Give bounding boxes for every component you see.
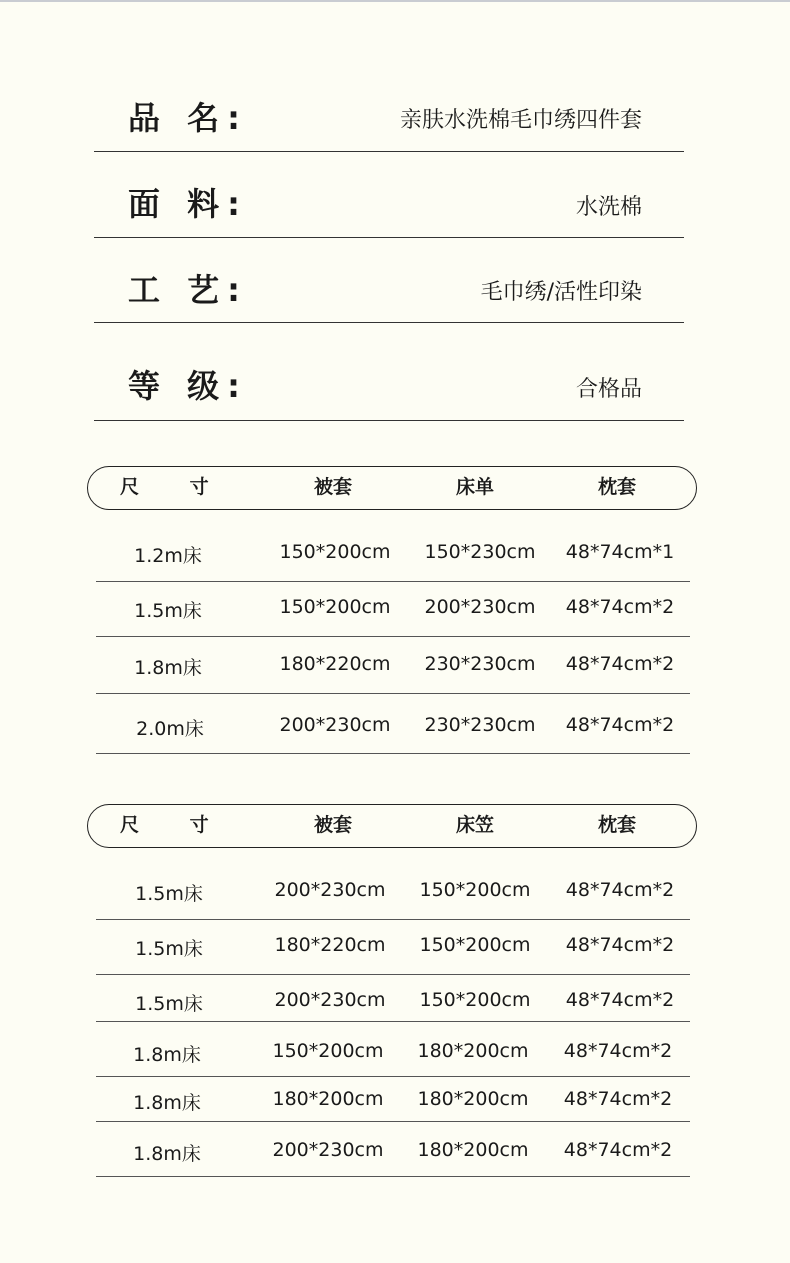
cell-fitted: 150*200cm [419,934,531,956]
row-divider [96,1076,690,1077]
cell-fitted: 150*200cm [419,879,531,901]
spec-divider [94,237,684,238]
table-header [87,466,697,510]
cell-pillow: 48*74cm*2 [565,934,675,956]
cell-fitted: 180*200cm [417,1139,529,1161]
row-divider [96,693,690,694]
spec-label-fabric: 面 料: [128,185,248,223]
cell-duvet: 200*230cm [272,1139,384,1161]
cell-pillow: 48*74cm*2 [565,989,675,1011]
cell-pillow: 48*74cm*2 [565,879,675,901]
row-divider [96,919,690,920]
cell-duvet: 150*200cm [272,1040,384,1062]
cell-size: 1.8m床 [133,1092,201,1114]
row-divider [96,753,690,754]
row-divider [96,974,690,975]
header-pillowcase: 枕套 [597,814,636,836]
cell-pillow: 48*74cm*2 [565,714,675,736]
row-divider [96,1176,690,1177]
spec-value-fabric: 水洗棉 [575,195,642,220]
spec-label-name: 品 名: [128,99,248,137]
cell-size: 1.5m床 [135,993,203,1015]
header-size: 尺 寸 [120,814,231,836]
header-size: 尺 寸 [120,476,231,498]
cell-duvet: 200*230cm [274,989,386,1011]
spec-value-craft: 毛巾绣/活性印染 [480,280,642,305]
header-duvet-cover: 被套 [313,476,352,498]
cell-fitted: 150*200cm [419,989,531,1011]
header-fitted-sheet: 床笠 [455,814,494,836]
cell-duvet: 180*220cm [279,653,391,675]
cell-size: 1.5m床 [135,938,203,960]
spec-divider [94,322,684,323]
cell-duvet: 180*220cm [274,934,386,956]
row-divider [96,1021,690,1022]
cell-pillow: 48*74cm*2 [565,653,675,675]
cell-sheet: 230*230cm [424,714,536,736]
cell-sheet: 200*230cm [424,596,536,618]
cell-size: 1.8m床 [134,657,202,679]
row-divider [96,1121,690,1122]
cell-size: 1.2m床 [134,545,202,567]
cell-size: 1.8m床 [133,1044,201,1066]
row-divider [96,581,690,582]
spec-label-craft: 工 艺: [128,271,248,309]
cell-size: 1.5m床 [134,600,202,622]
table-header [87,804,697,848]
header-pillowcase: 枕套 [597,476,636,498]
cell-duvet: 180*200cm [272,1088,384,1110]
cell-size: 1.8m床 [133,1143,201,1165]
header-sheet: 床单 [455,476,494,498]
row-divider [96,636,690,637]
cell-fitted: 180*200cm [417,1040,529,1062]
cell-duvet: 150*200cm [279,541,391,563]
cell-duvet: 200*230cm [279,714,391,736]
cell-sheet: 150*230cm [424,541,536,563]
spec-divider [94,151,684,152]
cell-pillow: 48*74cm*1 [565,541,675,563]
cell-size: 1.5m床 [135,883,203,905]
top-divider [0,0,790,2]
cell-pillow: 48*74cm*2 [563,1088,673,1110]
cell-pillow: 48*74cm*2 [565,596,675,618]
header-duvet-cover: 被套 [313,814,352,836]
cell-pillow: 48*74cm*2 [563,1139,673,1161]
spec-value-name: 亲肤水洗棉毛巾绣四件套 [399,108,642,133]
cell-duvet: 150*200cm [279,596,391,618]
cell-size: 2.0m床 [136,718,204,740]
cell-duvet: 200*230cm [274,879,386,901]
spec-label-grade: 等 级: [128,367,248,405]
spec-divider [94,420,684,421]
cell-fitted: 180*200cm [417,1088,529,1110]
spec-value-grade: 合格品 [575,377,642,402]
cell-sheet: 230*230cm [424,653,536,675]
cell-pillow: 48*74cm*2 [563,1040,673,1062]
